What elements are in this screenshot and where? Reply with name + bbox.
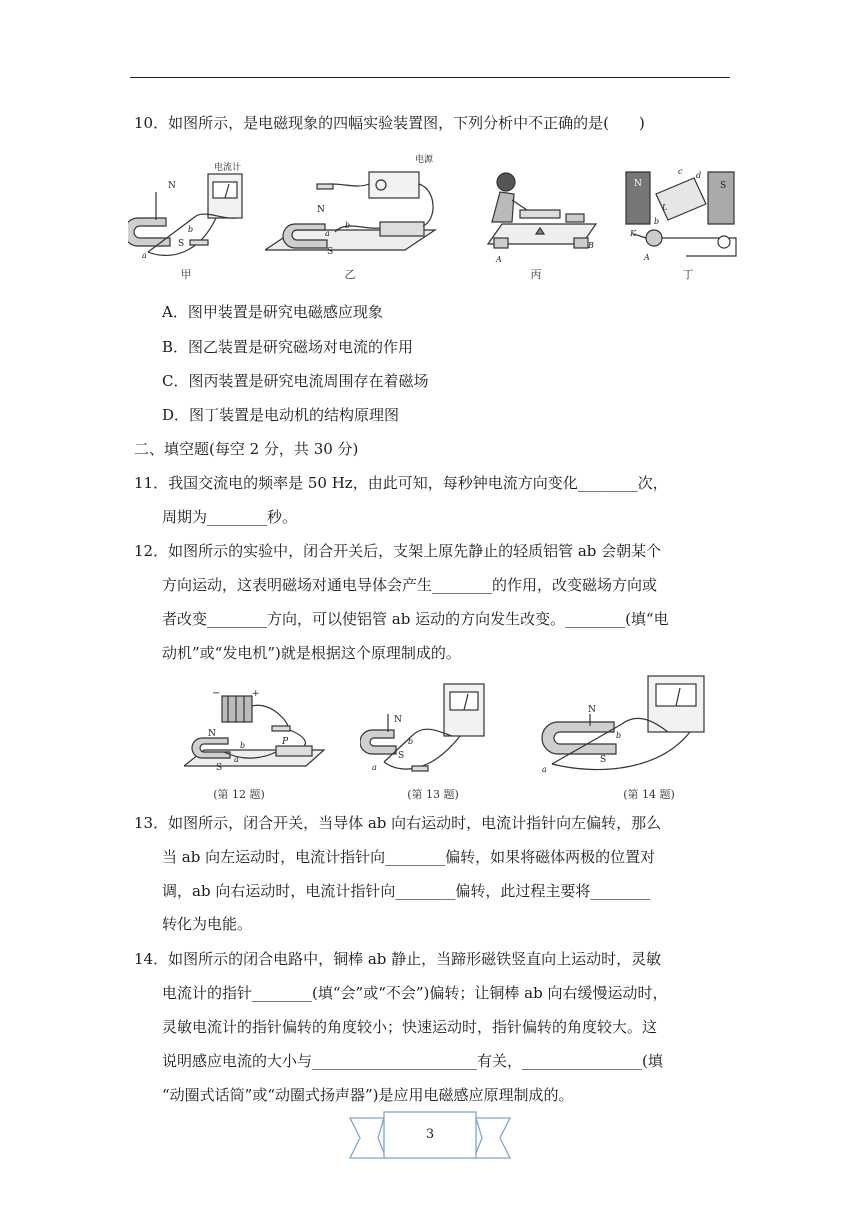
person-body <box>492 192 514 222</box>
switch <box>317 184 333 189</box>
rheostat <box>380 222 424 236</box>
commutator <box>646 230 662 246</box>
label-S: S <box>600 755 607 765</box>
meter-symbol <box>718 236 730 248</box>
magnet-S <box>708 172 734 224</box>
q10-option-a: A．图甲装置是研究电磁感应现象 <box>162 303 383 321</box>
q10-stem: 10．如图所示，是电磁现象的四幅实验装置图，下列分析中不正确的是( ) <box>134 114 645 132</box>
q12-line2: 方向运动，这表明磁场对通电导体会产生________的作用，改变磁场方向或 <box>162 576 658 594</box>
label-K: K <box>630 229 636 238</box>
label-S: S <box>327 247 334 257</box>
q14-line4: 说明感应电流的大小与______________________有关，________________(填 <box>162 1052 663 1070</box>
label-S: S <box>216 763 223 773</box>
caption-q14: (第 14 题) <box>623 788 675 801</box>
label-power: 电源 <box>415 155 434 165</box>
wire-on-stand <box>520 210 560 218</box>
label-minus: − <box>212 688 221 699</box>
figure-q14 <box>540 670 720 778</box>
q11-line1: 11．我国交流电的频率是 50 Hz，由此可知，每秒钟电流方向变化________次， <box>134 474 668 492</box>
label-b: b <box>188 225 194 234</box>
q12-line3: 者改变________方向，可以使铝管 ab 运动的方向发生改变。________(填“电 <box>162 610 669 628</box>
caption-q13: (第 13 题) <box>407 788 459 801</box>
label-a: a <box>542 765 547 774</box>
label-S: S <box>720 181 727 191</box>
section-heading: 二、填空题(每空 2 分，共 30 分) <box>134 440 359 458</box>
horseshoe-magnet <box>192 738 230 758</box>
horseshoe-magnet <box>360 730 396 754</box>
q13-line3: 调，ab 向右运动时，电流计指针向________偏转，此过程主要将________ <box>162 882 651 900</box>
label-N: N <box>634 179 642 189</box>
figure-ding <box>616 164 742 264</box>
person-head <box>497 173 515 191</box>
label-N: N <box>168 181 176 191</box>
switch <box>412 766 428 771</box>
label-B: B <box>588 241 594 250</box>
q10-option-b: B．图乙装置是研究磁场对电流的作用 <box>162 338 414 356</box>
label-N: N <box>588 705 596 715</box>
label-b: b <box>654 217 660 226</box>
label-N: N <box>208 729 216 739</box>
q12-line1: 12．如图所示的实验中，闭合开关后，支架上原先静止的轻质铝管 ab 会朝某个 <box>134 542 662 560</box>
figure-jia <box>128 160 248 264</box>
figure-yi <box>265 150 445 264</box>
q14-line1: 14．如图所示的闭合电路中，铜棒 ab 静止，当蹄形磁铁竖直向上运动时，灵敏 <box>134 950 662 968</box>
label-N: N <box>394 715 402 725</box>
label-d: d <box>696 171 702 180</box>
rheostat <box>276 746 312 756</box>
label-A: A <box>644 253 650 262</box>
label-L: L <box>662 203 668 212</box>
label-S: S <box>398 751 405 761</box>
caption-q12: (第 12 题) <box>213 788 265 801</box>
top-rule <box>130 77 730 78</box>
label-plus: + <box>252 689 260 699</box>
label-b: b <box>408 737 414 746</box>
label-a: a <box>234 755 239 764</box>
q14-line3: 灵敏电流计的指针偏转的角度较小；快速运动时，指针偏转的角度较大。这 <box>162 1018 658 1036</box>
q12-line4: 动机”或“发电机”)就是根据这个原理制成的。 <box>162 644 461 662</box>
figure-label-yi: 乙 <box>344 268 356 281</box>
label-A: A <box>496 255 502 264</box>
q11-line2: 周期为________秒。 <box>162 508 298 526</box>
label-N: N <box>317 205 325 215</box>
figure-q12 <box>184 686 334 776</box>
q10-option-c: C．图丙装置是研究电流周围存在着磁场 <box>162 372 429 390</box>
page-number: 3 <box>425 1127 435 1142</box>
q13-line4: 转化为电能。 <box>162 915 253 933</box>
label-b: b <box>616 731 622 740</box>
battery <box>566 214 584 222</box>
figure-label-jia: 甲 <box>180 268 192 281</box>
label-P: P <box>282 737 289 747</box>
figure-label-bing: 丙 <box>530 268 542 281</box>
q14-line5: “动圈式话筒”或“动圈式扬声器”)是应用电磁感应原理制成的。 <box>162 1086 574 1104</box>
label-a: a <box>372 763 377 772</box>
switch <box>272 726 290 731</box>
label-a: a <box>142 251 147 260</box>
label-c: c <box>678 167 683 176</box>
label-b: b <box>240 741 246 750</box>
coil <box>656 178 706 220</box>
label-meter: 电流计 <box>214 163 242 173</box>
label-S: S <box>178 239 185 249</box>
q13-line1: 13．如图所示，闭合开关，当导体 ab 向右运动时，电流计指针向左偏转，那么 <box>134 814 662 832</box>
figure-label-ding: 丁 <box>682 268 694 281</box>
label-a: a <box>325 229 330 238</box>
label-b: b <box>345 221 351 230</box>
q10-option-d: D．图丁装置是电动机的结构原理图 <box>162 406 400 424</box>
q13-line2: 当 ab 向左运动时，电流计指针向________偏转，如果将磁体两极的位置对 <box>162 848 656 866</box>
battery-pack <box>222 696 252 722</box>
q14-line2: 电流计的指针________(填“会”或“不会”)偏转；让铜棒 ab 向右缓慢运动时， <box>162 984 668 1002</box>
horseshoe-magnet <box>128 218 170 246</box>
figure-q13 <box>360 678 490 778</box>
figure-bing <box>482 168 598 264</box>
switch <box>190 240 208 245</box>
